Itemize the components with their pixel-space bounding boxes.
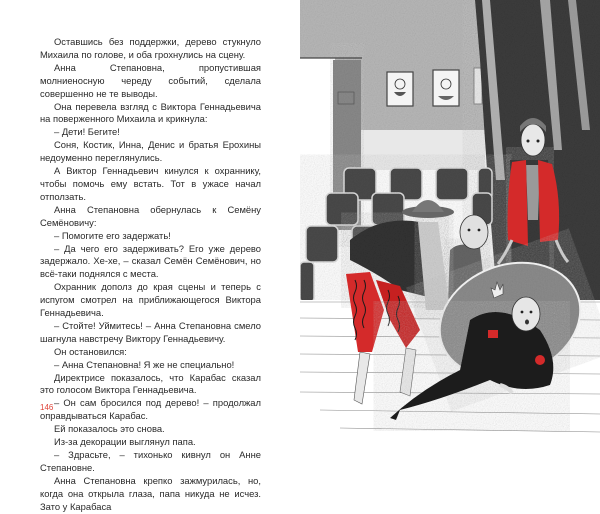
illustration-page [300, 0, 600, 440]
paragraph: Оставшись без поддержки, дерево стукнуло Михаила по голове, и оба грохнулись на сцену. [40, 36, 261, 60]
paragraph: А Виктор Геннадьевич кинулся к охраннику, чтобы помочь ему встать. Тот в ужасе начал отползать. [40, 165, 261, 202]
paragraph: – Да чего его задерживать? Его уже дерево задержало. Хе-хе, – сказал Семён Семёнович, но всё-таки поднялся с места. [40, 242, 261, 280]
portrait-2 [433, 70, 459, 106]
paragraph: Директрисе показалось, что Карабас сказал это голосом Виктора Геннадьевича. [40, 371, 261, 396]
paragraph: Анна Степановна крепко зажмурилась, но, когда она открыла глаза, папа никуда не исчез. Зато у Карабаса [40, 474, 261, 512]
page-number: 146 [40, 403, 54, 412]
paragraph: Охранник дополз до края сцены и теперь с испугом смотрел на приближающегося Виктора Геннадьевича. [40, 281, 261, 319]
stage-illustration [300, 0, 600, 440]
portrait-1 [387, 72, 413, 106]
paragraph: Соня, Костик, Инна, Денис и братья Ерохины недоуменно переглянулись. [40, 139, 261, 164]
paragraph: – Анна Степановна! Я же не специально! [54, 358, 235, 370]
paragraph: Из-за декорации выглянул папа. [54, 436, 196, 448]
left-page [0, 0, 300, 512]
paragraph: Ей показалось это снова. [54, 423, 165, 435]
paragraph: – Стойте! Уймитесь! – Анна Степановна смело шагнула навстречу Виктору Геннадьевичу. [40, 319, 261, 344]
paragraph: – Здрасьте, – тихонько кивнул он Анне Степановне. [40, 449, 261, 473]
paragraph: – Помогите его задержать! [54, 229, 171, 241]
body-text [40, 36, 261, 514]
paragraph: – Дети! Бегите! [54, 126, 120, 138]
paragraph: Он остановился: [54, 345, 127, 357]
paragraph: – Он сам бросился под дерево! – продолжал оправдываться Карабас. [40, 397, 261, 422]
paragraph: Анна Степановна обернулась к Семёну Семёновичу: [40, 203, 261, 228]
paragraph: Она перевела взгляд с Виктора Геннадьевича на поверженного Михаила и крикнула: [40, 100, 261, 125]
paragraph: Анна Степановна, пропустившая молниеносную череду событий, сделала совершенно не те выводы. [40, 61, 261, 99]
